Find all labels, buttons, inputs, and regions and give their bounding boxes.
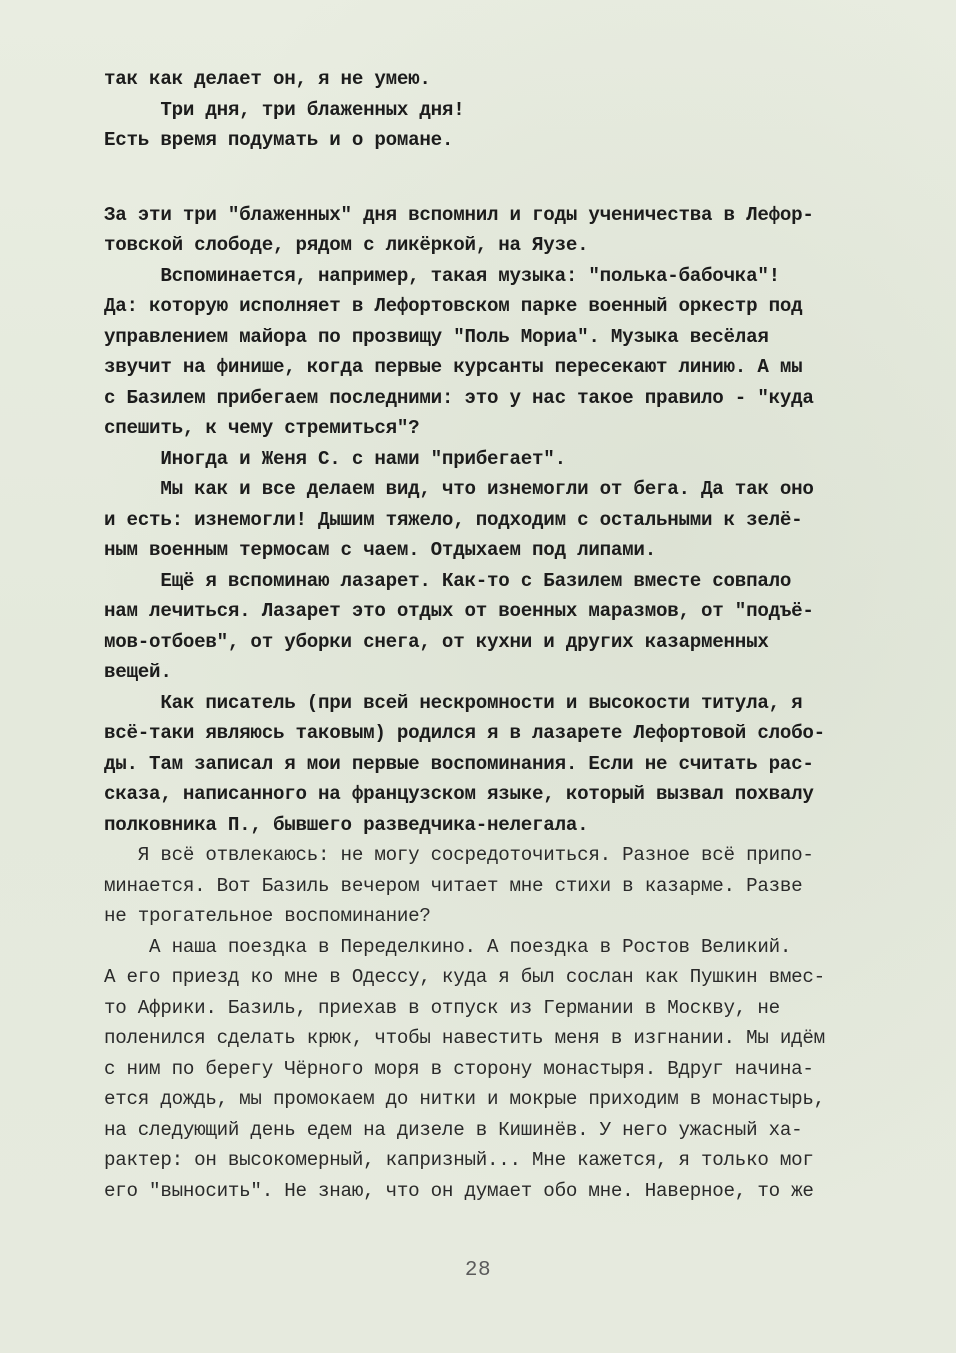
- text-line: то Африки. Базиль, приехав в отпуск из Германии в Москву, не: [104, 996, 780, 1019]
- text-line: сказа, написанного на французском языке, который вызвал похвалу: [104, 783, 814, 805]
- text-line: ды. Там записал я мои первые воспоминания. Если не считать рас-: [104, 752, 814, 775]
- text-line: всё-таки являюсь таковым) родился я в лазарете Лефортовой слобо-: [104, 722, 825, 744]
- text-line: мов-отбоев", от уборки снега, от кухни и других казарменных: [104, 630, 769, 653]
- text-line: ется дождь, мы промокаем до нитки и мокрые приходим в монастырь,: [104, 1088, 825, 1110]
- section-gap: [104, 156, 904, 200]
- text-line: ным военным термосам с чаем. Отдыхаем под липами.: [104, 539, 656, 561]
- text-line: с ним по берегу Чёрного моря в сторону монастыря. Вдруг начина-: [104, 1057, 814, 1080]
- text-line: А его приезд ко мне в Одессу, куда я был сослан как Пушкин вмес-: [104, 966, 825, 988]
- text-line: полковника П., бывшего разведчика-нелегала.: [104, 813, 589, 836]
- text-line: поленился сделать крюк, чтобы навестить меня в изгнании. Мы идём: [104, 1027, 825, 1049]
- text-line: Вспоминается, например, такая музыка: "полька-бабочка"!: [104, 264, 780, 287]
- text-line: Мы как и все делаем вид, что изнемогли от бега. Да так оно: [104, 478, 814, 500]
- text-line: управлением майора по прозвищу "Поль Мориа". Музыка весёлая: [104, 325, 769, 348]
- text-line: Да: которую исполняет в Лефортовском парке военный оркестр под: [104, 295, 803, 317]
- text-line: его "выносить". Не знаю, что он думает обо мне. Наверное, то же: [104, 1179, 814, 1202]
- text-line: Иногда и Женя С. с нами "прибегает".: [104, 447, 566, 470]
- text-line: минается. Вот Базиль вечером читает мне стихи в казарме. Разве: [104, 874, 803, 897]
- text-line: и есть: изнемогли! Дышим тяжело, подходим с остальными к зелё-: [104, 508, 803, 531]
- text-line: товской слободе, рядом с ликёркой, на Яузе.: [104, 234, 589, 256]
- text-line: вещей.: [104, 661, 172, 683]
- text-line: звучит на финише, когда первые курсанты пересекают линию. А мы: [104, 356, 803, 378]
- text-line: спешить, к чему стремиться"?: [104, 417, 420, 439]
- page-number: 28: [464, 1259, 492, 1282]
- text-line: Три дня, три блаженных дня!: [104, 98, 465, 121]
- text-line: на следующий день едем на дизеле в Кишинёв. У него ужасный ха-: [104, 1118, 803, 1141]
- text-line: Ещё я вспоминаю лазарет. Как-то с Базилем вместе совпало: [104, 569, 792, 592]
- text-line: Как писатель (при всей нескромности и высокости титула, я: [104, 691, 803, 714]
- text-line: Я всё отвлекаюсь: не могу сосредоточиться. Разное всё припо-: [104, 844, 814, 866]
- text-line: рактер: он высокомерный, капризный... Мне кажется, я только мог: [104, 1149, 814, 1171]
- typewritten-text: [104, 64, 904, 1206]
- text-line: не трогательное воспоминание?: [104, 905, 431, 927]
- text-line: нам лечиться. Лазарет это отдых от военных маразмов, от "подъё-: [104, 600, 814, 622]
- text-line: так как делает он, я не умею.: [104, 68, 431, 90]
- text-line: Есть время подумать и о романе.: [104, 129, 454, 151]
- text-line: А наша поездка в Переделкино. А поездка в Ростов Великий.: [104, 935, 792, 958]
- text-line: с Базилем прибегаем последними: это у нас такое правило - "куда: [104, 386, 814, 409]
- text-line: За эти три "блаженных" дня вспомнил и годы ученичества в Лефор-: [104, 203, 814, 226]
